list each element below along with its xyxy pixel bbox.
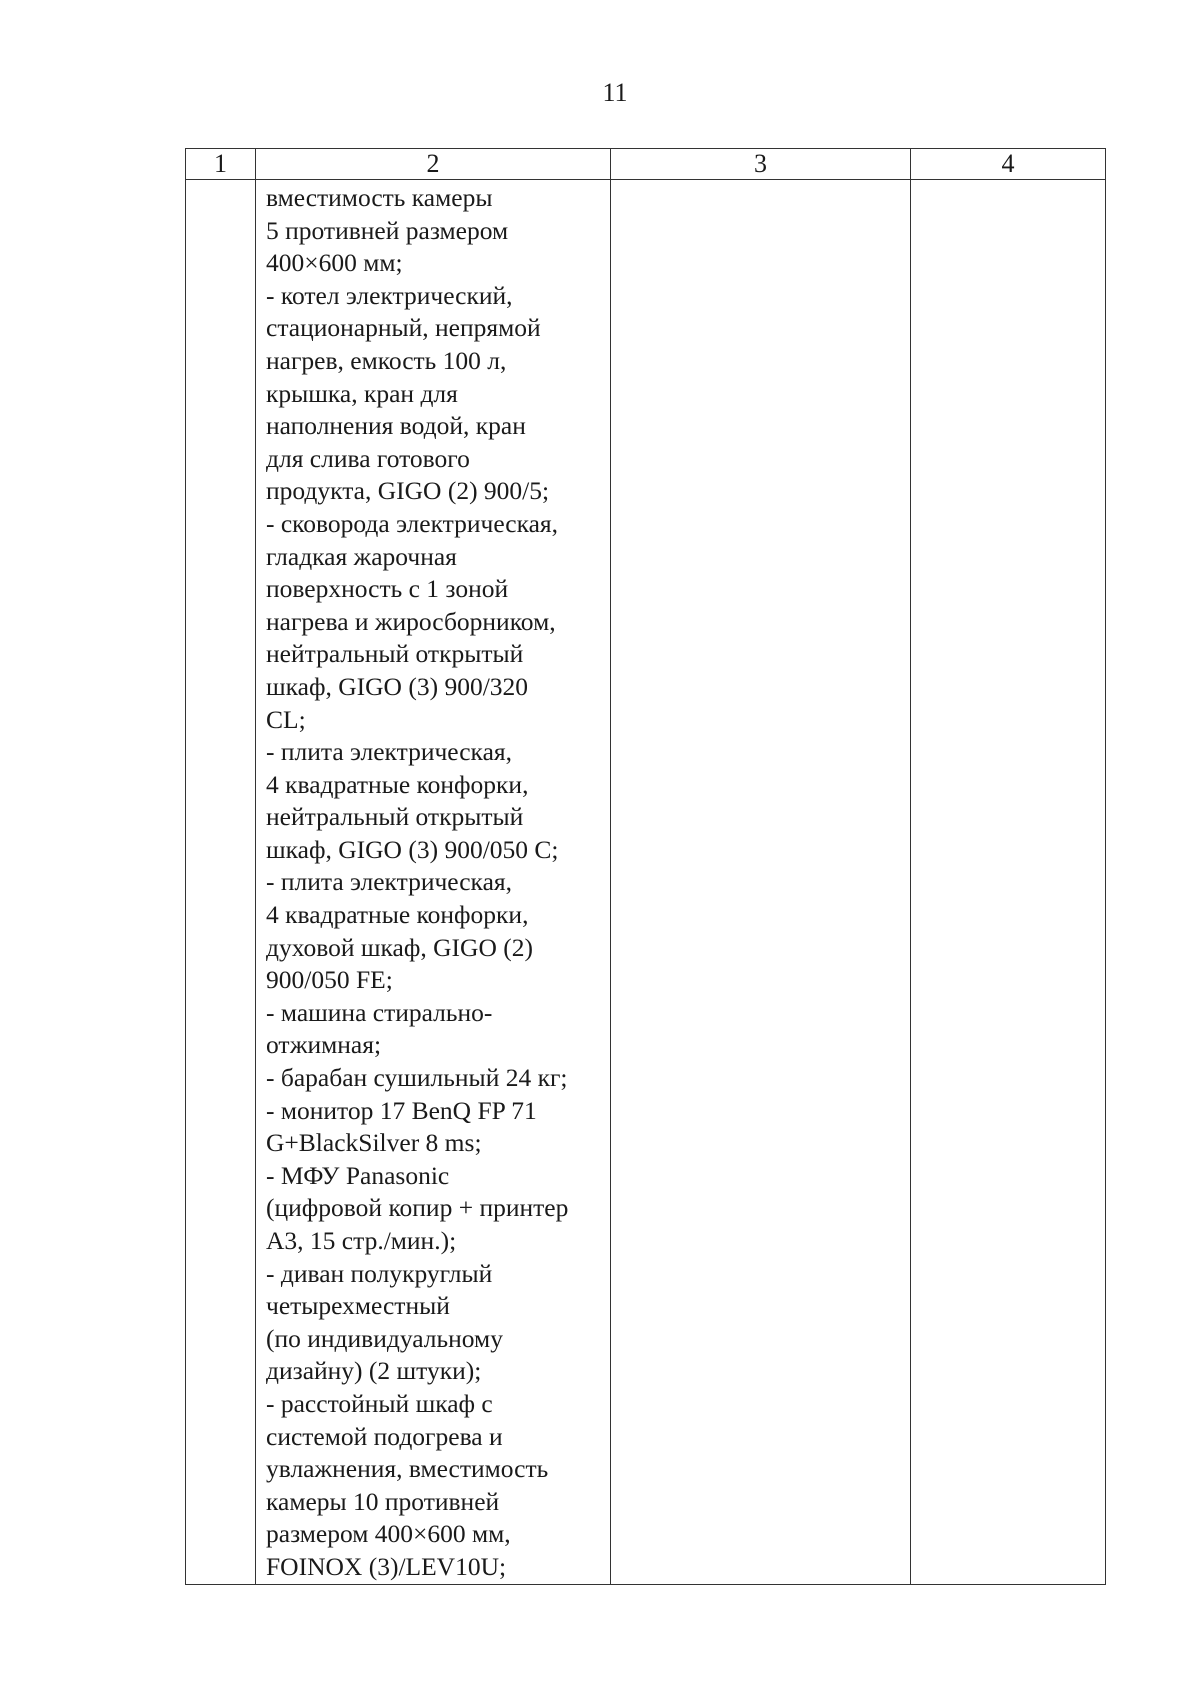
description-line: шкаф, GIGO (3) 900/320 <box>266 671 529 701</box>
description-line: для слива готового <box>266 443 470 473</box>
description-line: (по индивидуальному <box>266 1323 503 1353</box>
header-cell-1: 1 <box>186 149 256 180</box>
description-line: - монитор 17 BenQ FP 71 <box>266 1095 537 1125</box>
header-cell-2: 2 <box>256 149 611 180</box>
header-cell-3: 3 <box>611 149 911 180</box>
description-line: - машина стирально- <box>266 997 493 1027</box>
description-line: - диван полукруглый <box>266 1258 493 1288</box>
description-line: 5 противней размером <box>266 215 509 245</box>
table-row <box>186 180 1106 1585</box>
description-line: четырехместный <box>266 1291 450 1321</box>
description-line: FOINOX (3)/LEV10U; <box>266 1551 507 1581</box>
cell-col-2 <box>256 180 611 1585</box>
description-line: нейтральный открытый <box>266 639 524 669</box>
header-cell-4: 4 <box>911 149 1106 180</box>
description-line: дизайну) (2 штуки); <box>266 1356 482 1386</box>
description-line: наполнения водой, кран <box>266 411 526 441</box>
cell-col-1 <box>186 180 256 1585</box>
description-line: гладкая жарочная <box>266 541 457 571</box>
description-line: нейтральный открытый <box>266 802 524 832</box>
description-line: шкаф, GIGO (3) 900/050 С; <box>266 834 559 864</box>
description-line: - расстойный шкаф с <box>266 1388 493 1418</box>
description-line: вместимость камеры <box>266 183 493 212</box>
description-line: - МФУ Panasonic <box>266 1160 450 1190</box>
description-line: А3, 15 стр./мин.); <box>266 1226 457 1255</box>
description-line: отжимная; <box>266 1030 382 1060</box>
description-line: - плита электрическая, <box>266 867 512 897</box>
description-line: (цифровой копир + принтер <box>266 1193 569 1223</box>
description-line: 900/050 FE; <box>266 965 393 995</box>
page-number: 11 <box>602 78 628 107</box>
description-line: - котел электрический, <box>266 280 513 310</box>
description-line: 4 квадратные конфорки, <box>266 900 529 930</box>
equipment-description <box>256 180 610 1584</box>
description-line: продукта, GIGO (2) 900/5; <box>266 476 550 506</box>
description-line: системой подогрева и <box>266 1421 503 1451</box>
cell-col-3 <box>611 180 911 1585</box>
table-header-row <box>186 149 1106 180</box>
description-line: 400×600 мм; <box>266 248 403 278</box>
description-line: G+BlackSilver 8 ms; <box>266 1128 482 1158</box>
description-line: поверхность с 1 зоной <box>266 574 509 604</box>
description-line: нагрев, емкость 100 л, <box>266 345 507 375</box>
description-line: нагрева и жиросборником, <box>266 606 556 636</box>
description-line: 4 квадратные конфорки, <box>266 769 529 799</box>
description-line: - плита электрическая, <box>266 737 512 767</box>
description-line: стационарный, непрямой <box>266 313 541 343</box>
description-line: - сковорода электрическая, <box>266 508 559 538</box>
description-line: крышка, кран для <box>266 378 458 408</box>
description-line: увлажнения, вместимость <box>266 1454 549 1484</box>
description-line: камеры 10 противней <box>266 1486 500 1516</box>
description-line: размером 400×600 мм, <box>266 1519 511 1549</box>
description-line: CL; <box>266 704 306 734</box>
equipment-table <box>185 148 1106 1585</box>
description-line: - барабан сушильный 24 кг; <box>266 1063 568 1093</box>
description-line: духовой шкаф, GIGO (2) <box>266 932 533 962</box>
cell-col-4 <box>911 180 1106 1585</box>
